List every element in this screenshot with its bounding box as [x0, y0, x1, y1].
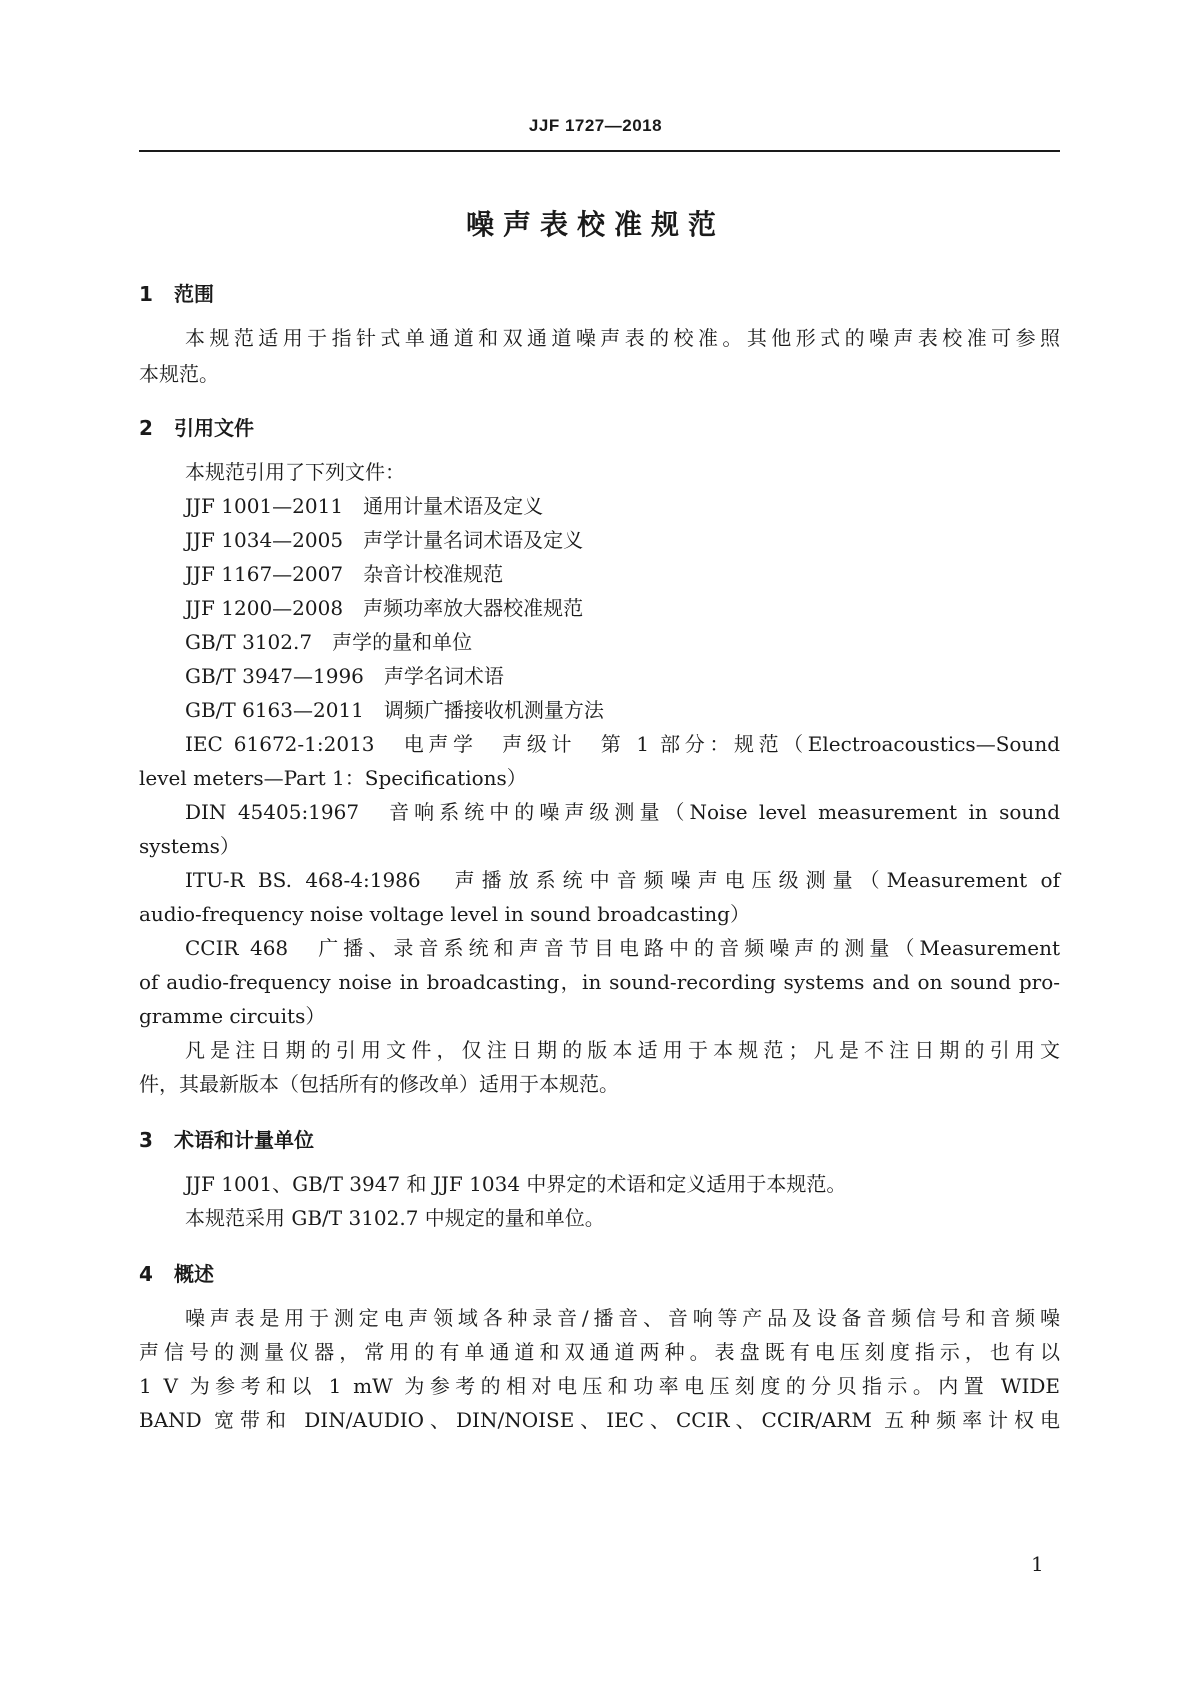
paragraph-line: 件，其最新版本（包括所有的修改单）适用于本规范。: [139, 1072, 619, 1096]
section-heading-4: [139, 1258, 214, 1287]
paragraph-line: 本规范适用于指针式单通道和双通道噪声表的校准。其他形式的噪声表校准可参照: [185, 326, 1060, 350]
reference-item: GB/T 3102.7 声学的量和单位: [185, 630, 473, 654]
reference-item: GB/T 6163—2011 调频广播接收机测量方法: [185, 698, 604, 722]
paragraph-line: 凡是注日期的引用文件，仅注日期的版本适用于本规范；凡是不注日期的引用文: [185, 1038, 1060, 1062]
reference-item: IEC 61672-1:2013 电声学 声级计 第 1 部分：规范（Electroacoustics—Sound: [185, 732, 1060, 756]
reference-item: JJF 1167—2007 杂音计校准规范: [185, 562, 504, 586]
section-number: 3: [139, 1128, 153, 1152]
reference-item: ITU-R BS. 468-4:1986 声播放系统中音频噪声电压级测量（Measurement of: [185, 868, 1060, 892]
reference-item: JJF 1001—2011 通用计量术语及定义: [185, 494, 544, 518]
reference-item-continued: systems）: [139, 834, 240, 858]
reference-item-continued: level meters—Part 1：Specifications）: [139, 766, 527, 790]
reference-item: CCIR 468 广播、录音系统和声音节目电路中的音频噪声的测量（Measurement: [185, 936, 1060, 960]
section-title: 引用文件: [174, 416, 254, 440]
paragraph-line: 本规范。: [139, 362, 219, 386]
section-heading-1: [139, 278, 214, 307]
paragraph-line: 本规范采用 GB/T 3102.7 中规定的量和单位。: [185, 1206, 605, 1230]
page-number: 1: [1031, 1552, 1044, 1576]
reference-item: GB/T 3947—1996 声学名词术语: [185, 664, 504, 688]
section-heading-3: [139, 1124, 314, 1153]
section-heading-2: [139, 412, 254, 441]
reference-item: JJF 1034—2005 声学计量名词术语及定义: [185, 528, 584, 552]
section-title: 术语和计量单位: [174, 1128, 314, 1152]
paragraph-line: 1 V 为参考和以 1 mW 为参考的相对电压和功率电压刻度的分贝指示。内置 WIDE: [139, 1374, 1060, 1398]
reference-item-continued: audio-frequency noise voltage level in sound broadcasting）: [139, 902, 750, 926]
paragraph-line: 本规范引用了下列文件：: [185, 460, 405, 484]
section-number: 2: [139, 416, 153, 440]
reference-item: JJF 1200—2008 声频功率放大器校准规范: [185, 596, 584, 620]
reference-item-continued: gramme circuits）: [139, 1004, 326, 1028]
paragraph-line: 声信号的测量仪器，常用的有单通道和双通道两种。表盘既有电压刻度指示，也有以: [139, 1340, 1060, 1364]
section-title: 概述: [174, 1262, 214, 1286]
paragraph-line: JJF 1001、GB/T 3947 和 JJF 1034 中界定的术语和定义适用于本规范。: [185, 1172, 847, 1196]
paragraph-line: 噪声表是用于测定电声领域各种录音/播音、音响等产品及设备音频信号和音频噪: [185, 1306, 1060, 1330]
header-rule: [139, 150, 1060, 152]
paragraph-line: BAND 宽带和 DIN/AUDIO、DIN/NOISE、IEC、CCIR、CCIR/ARM 五种频率计权电: [139, 1408, 1060, 1432]
reference-item-continued: of audio-frequency noise in broadcasting，in sound-recording systems and on sound pro-: [139, 970, 1060, 994]
document-title: 噪声表校准规范: [465, 208, 725, 241]
reference-item: DIN 45405:1967 音响系统中的噪声级测量（Noise level measurement in sound: [185, 800, 1060, 824]
section-number: 1: [139, 282, 153, 306]
section-title: 范围: [174, 282, 214, 306]
section-number: 4: [139, 1262, 153, 1286]
standard-code: JJF 1727—2018: [528, 116, 663, 135]
